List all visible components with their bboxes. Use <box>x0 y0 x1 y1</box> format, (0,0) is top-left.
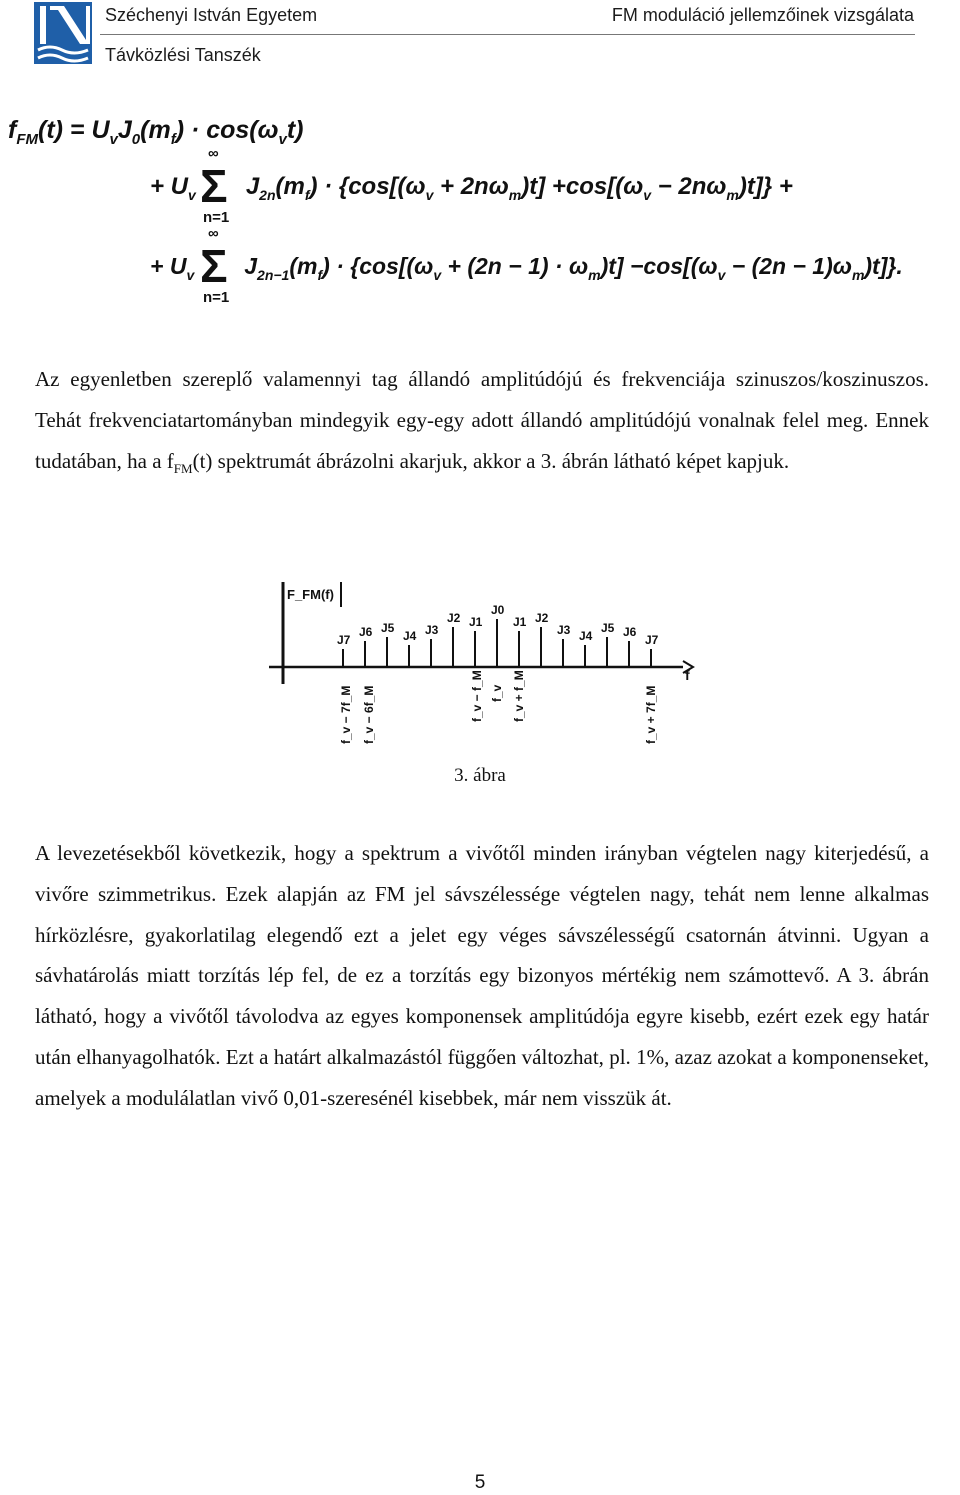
sum-symbol-2: Σ <box>200 240 228 292</box>
spectrum-line-label: J3 <box>557 623 571 637</box>
fm-expansion-formula <box>0 100 960 315</box>
page-header <box>0 0 960 80</box>
spectrum-line-label: J6 <box>623 625 637 639</box>
spectrum-line-label: J2 <box>447 611 461 625</box>
university-logo-icon <box>34 2 92 64</box>
spectrum-line-label: J0 <box>491 603 505 617</box>
sum-lower-limit-1: n=1 <box>203 209 230 226</box>
paragraph-intro-part1: Az egyenletben szereplő valamennyi tag állandó amplitúdójú és frekvenciája szinuszos/koszinuszos. Tehát frekvenciatartományban mindegyik egy-egy adott állandó amplitúdójú vonalnak felel meg. Ennek tudatában, ha a f <box>35 367 929 473</box>
spectrum-lines <box>337 603 659 667</box>
sum-symbol-1: Σ <box>200 160 228 212</box>
header-document-title: FM moduláció jellemzőinek vizsgálata <box>611 5 914 25</box>
axis-marks <box>339 670 658 744</box>
paragraph-conclusion: A levezetésekből következik, hogy a spektrum a vivőtől minden irányban végtelen nagy kiterjedésű, a vivőre szimmetrikus. Ezek alapján az FM jel sávszélessége végtelen nagy, tehát nem lenne alkalmas hírközlésre, gyakorlatilag elegendő ezt a jelet egy véges sávszélességű csatornán átvinni. Ugyan a sávhatárolás miatt torzítás lép fel, de ez a torzítás egy bizonyos mértékig nem számottevő. A 3. ábrán látható, hogy a vivőtől távolodva az egyes komponensek amplitúdója egyre kisebb, ezért ezek egy határ után elhanyagolhatók. Ezt a határt alkalmazástól függően változhat, pl. 1%, azaz azokat a komponenseket, amelyek a modulálatlan vivő 0,01-szeresénél kisebbek, már nem visszük át. <box>35 841 929 1110</box>
x-axis-label: f <box>685 667 690 683</box>
header-department: Távközlési Tanszék <box>105 45 261 65</box>
y-axis-label: F_FM(f) <box>287 587 334 602</box>
spectrum-line-label: J6 <box>359 625 373 639</box>
axis-mark-fv-minus-fm: f_v − f_M <box>470 670 484 722</box>
spectrum-line-label: J1 <box>469 615 483 629</box>
axis-mark-fv-plus-7fm: f_v + 7f_M <box>644 685 658 744</box>
paragraph-intro-sub: FM <box>173 460 193 476</box>
axis-mark-fv-minus-6fm: f_v − 6f_M <box>362 685 376 744</box>
spectrum-line-label: J7 <box>337 633 351 647</box>
header-university: Széchenyi István Egyetem <box>105 5 318 25</box>
formula-line-2: + $U_v$ $J_{2n}(m_f) \cdot \{\cos[(\omega_v + 2n\omega_m)t] +\cos[(\omega_v - 2n\omega_m)t]\}$ + <box>150 173 793 203</box>
axis-mark-fv: f_v <box>490 684 504 702</box>
sum-upper-limit-2: ∞ <box>208 225 219 242</box>
spectrum-line-label: J1 <box>513 615 527 629</box>
paragraph-intro-part2: (t) spektrumát ábrázolni akarjuk, akkor a 3. ábrán látható képet kapjuk. <box>192 448 790 473</box>
spectrum-line-label: J5 <box>381 621 395 635</box>
spectrum-line-label: J2 <box>535 611 549 625</box>
formula-line-1: $f_{FM}(t) = U_vJ_0(m_f) \cdot \cos(\omega_vt)$ <box>8 116 304 148</box>
sum-lower-limit-2: n=1 <box>203 289 230 306</box>
axis-mark-fv-plus-fm: f_v + f_M <box>512 670 526 722</box>
spectrum-line-label: J4 <box>403 629 417 643</box>
header-divider <box>100 34 915 35</box>
spectrum-line-label: J4 <box>579 629 593 643</box>
spectrum-line-label: J7 <box>645 633 659 647</box>
spectrum-line-label: J3 <box>425 623 439 637</box>
figure-caption: 3. ábra <box>454 765 506 786</box>
formula-line-3: + $U_v$ $J_{2n-1}(m_f) \cdot \{\cos[(\omega_v + (2n - 1) \cdot \omega_m)t] -\cos[(\omega_v - (2n - 1)\omega_m)t]\}$. <box>150 253 903 283</box>
spectrum-line-label: J5 <box>601 621 615 635</box>
paragraph-intro <box>35 359 929 490</box>
sum-upper-limit-1: ∞ <box>208 145 219 162</box>
spectrum-figure <box>255 572 705 752</box>
axis-mark-fv-minus-7fm: f_v − 7f_M <box>339 685 353 744</box>
page-number: 5 <box>474 1472 486 1493</box>
